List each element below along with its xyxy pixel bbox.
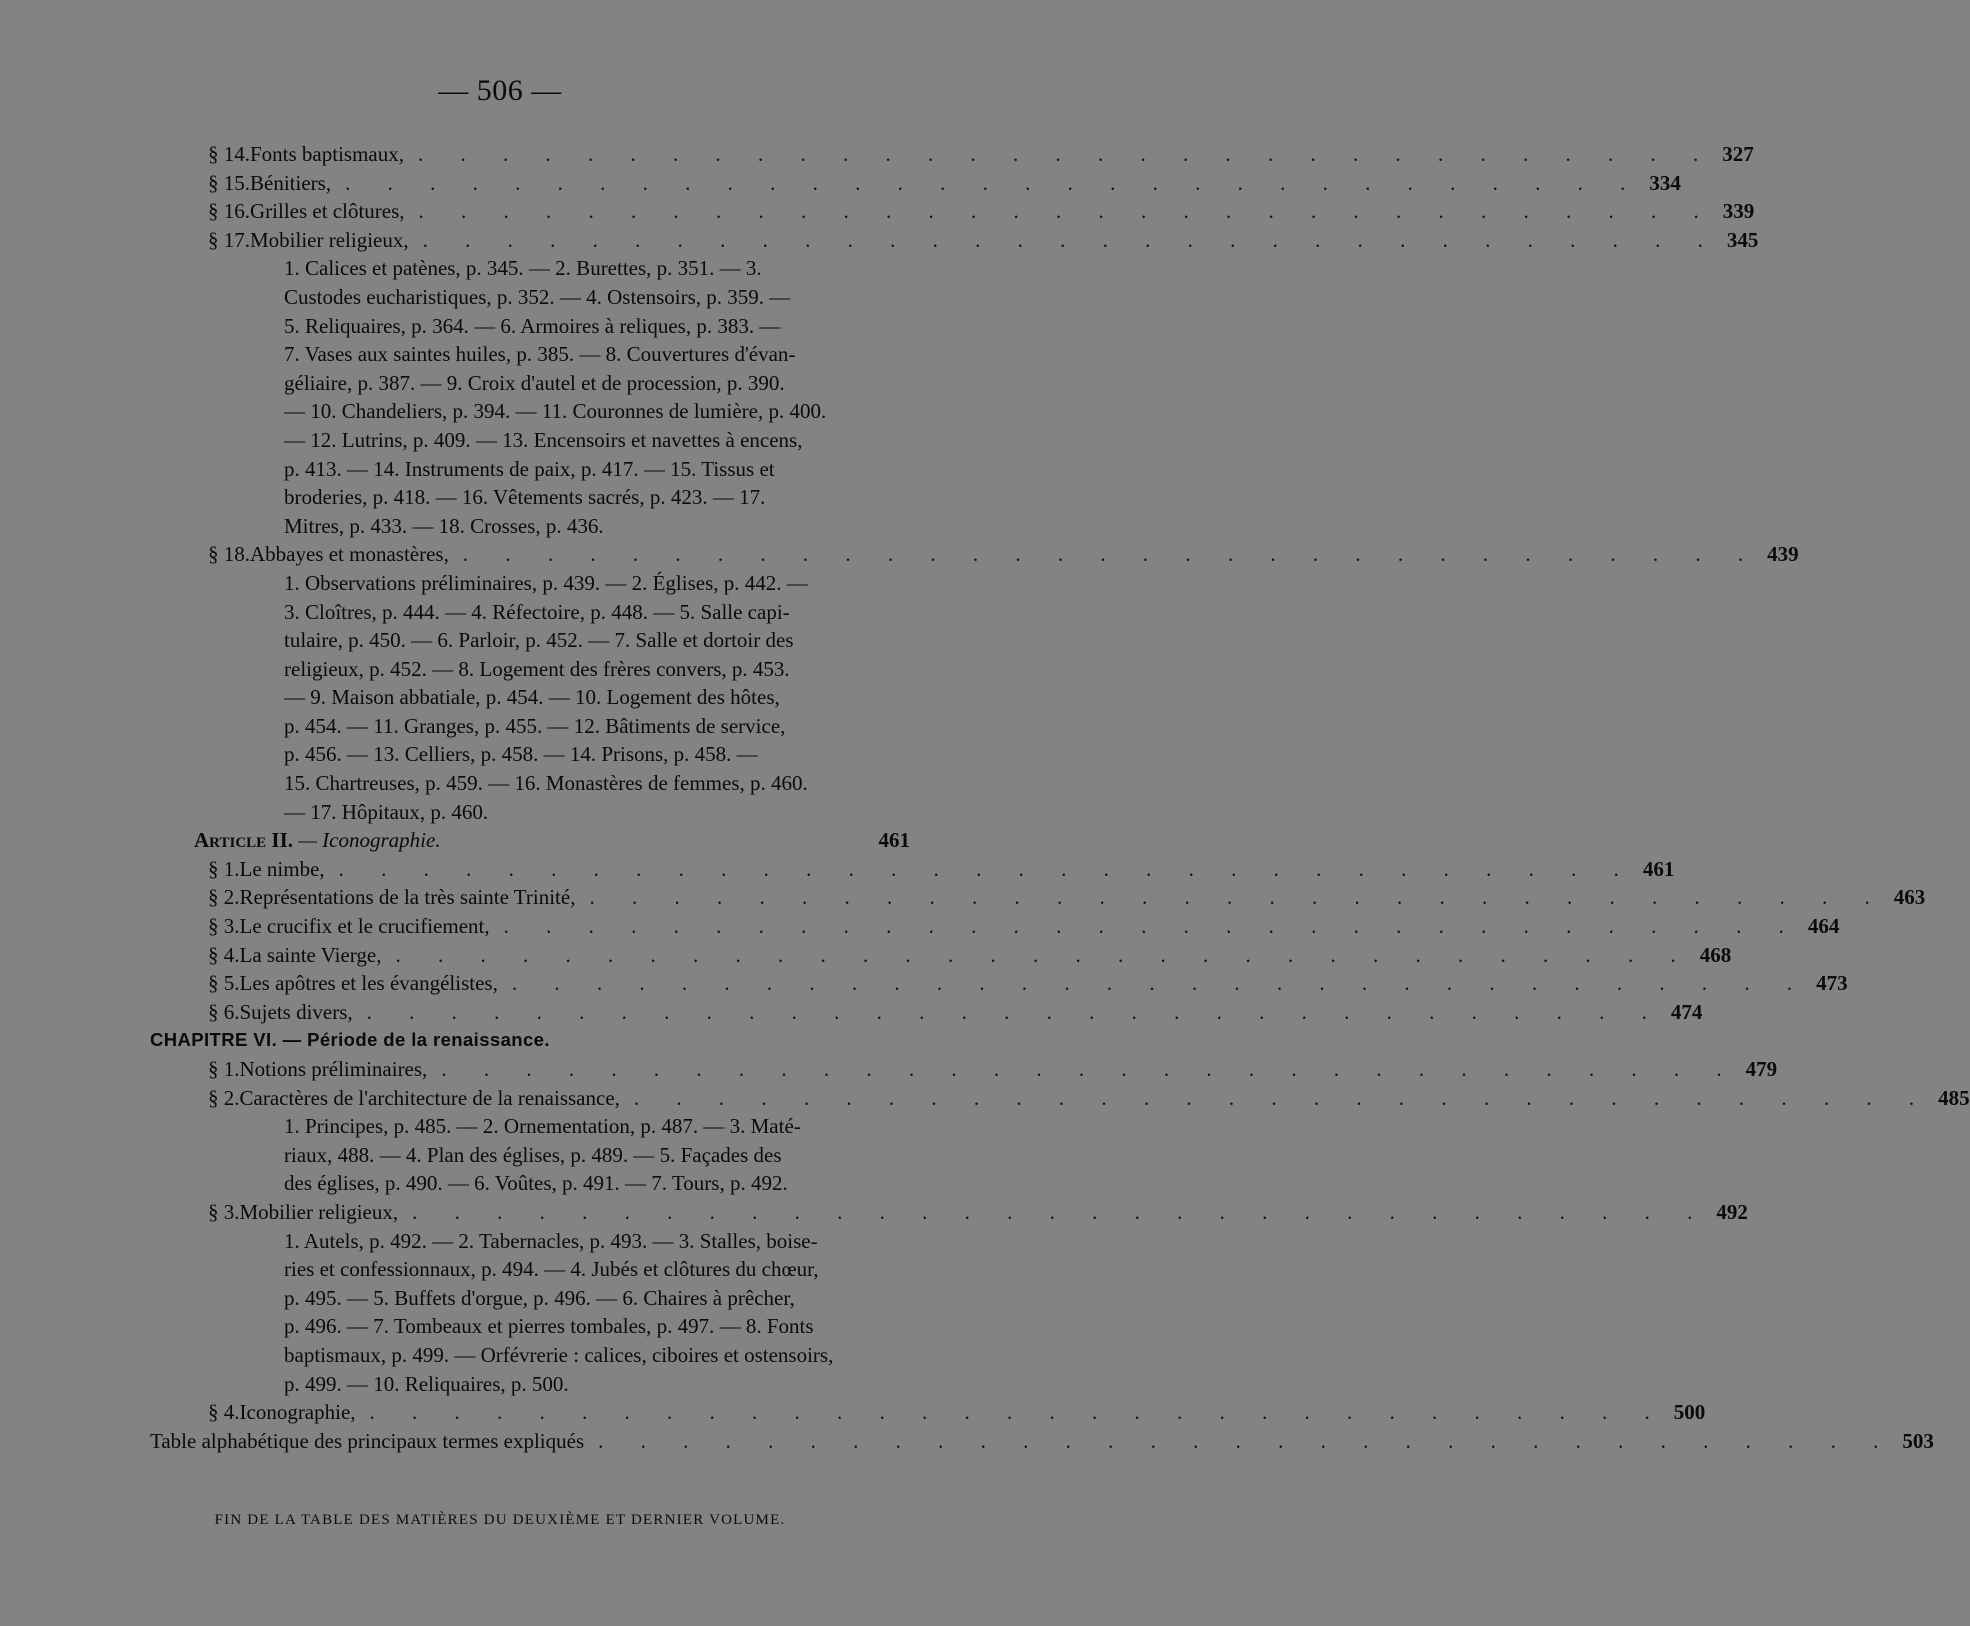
detail-line: Mitres, p. 433. — 18. Crosses, p. 436.: [284, 513, 604, 538]
toc-entry-ch-sec2: [150, 1084, 1970, 1113]
detail-line: — 10. Chandeliers, p. 394. — 11. Couronnes de lumière, p. 400.: [284, 399, 827, 424]
detail-line: 7. Vases aux saintes huiles, p. 385. — 8. Couvertures d'évan-: [284, 342, 796, 367]
entry-detail-sec18: [284, 569, 910, 826]
end-note: FIN DE LA TABLE DES MATIÈRES DU DEUXIÈME ET DERNIER VOLUME.: [214, 1512, 786, 1528]
page-number: — 506 —: [438, 74, 562, 107]
detail-line: p. 496. — 7. Tombeaux et pierres tombales, p. 497. — 8. Fonts: [284, 1314, 814, 1339]
detail-line: p. 454. — 11. Granges, p. 455. — 12. Bâtiments de service,: [284, 713, 786, 738]
dot-leader: . . . . . . . . . . . . . . . . . . . . . . . . . . . . . . .: [369, 1400, 1666, 1425]
detail-line: religieux, p. 452. — 8. Logement des frères convers, p. 453.: [284, 656, 790, 681]
dot-leader: . . . . . . . . . . . . . . . . . . . . . . . . . . . . . . .: [462, 542, 1760, 567]
entry-page: 485: [1938, 1085, 1970, 1110]
entry-page: 503: [1902, 1428, 1934, 1453]
entry-page: 439: [1767, 542, 1799, 567]
toc-entry-ch-sec1: [150, 1055, 1778, 1084]
dot-leader: . . . . . . . . . . . . . . . . . . . . . . . . . . . . . . .: [338, 856, 1635, 881]
toc-entry-art-sec5: [150, 969, 1848, 998]
entry-page: 461: [1642, 856, 1675, 881]
dot-leader: . . . . . . . . . . . . . . . . . . . . . . . . . . . . . . .: [503, 914, 1800, 939]
entry-page: 479: [1745, 1057, 1778, 1081]
entry-title: Grilles et clôtures,: [250, 199, 405, 224]
entry-title: Le crucifix et le crucifiement,: [239, 914, 490, 939]
toc-entry-article2: [150, 826, 910, 855]
entry-title: Mobilier religieux,: [250, 227, 409, 252]
detail-line: p. 495. — 5. Buffets d'orgue, p. 496. — 6. Chaires à prêcher,: [284, 1285, 795, 1310]
toc-entry-art-sec3: [150, 912, 1840, 941]
entry-title: Iconographie,: [239, 1400, 356, 1425]
detail-line: riaux, 488. — 4. Plan des églises, p. 489. — 5. Façades des: [284, 1142, 782, 1167]
dot-leader: . . . . . . . . . . . . . . . . . . . . . . . . . . . . . . .: [633, 1085, 1931, 1110]
detail-line: 1. Principes, p. 485. — 2. Ornementation, p. 487. — 3. Maté-: [284, 1114, 801, 1139]
section-number: § 17.: [208, 227, 250, 252]
detail-line: géliaire, p. 387. — 9. Croix d'autel et de procession, p. 390.: [284, 370, 785, 395]
entry-page: 474: [1670, 999, 1703, 1024]
chapter-title: CHAPITRE VI. — Période de la renaissance.: [150, 1029, 550, 1051]
detail-line: 3. Cloîtres, p. 444. — 4. Réfectoire, p. 448. — 5. Salle capi-: [284, 599, 790, 624]
section-number: § 1.: [208, 1057, 240, 1081]
detail-line: 1. Calices et patènes, p. 345. — 2. Burettes, p. 351. — 3.: [284, 256, 762, 281]
dot-leader: . . . . . . . . . . . . . . . . . . . . . . . . . . . . . . .: [422, 227, 1719, 252]
detail-line: 1. Autels, p. 492. — 2. Tabernacles, p. 493. — 3. Stalles, boise-: [284, 1228, 818, 1253]
entry-title: Notions préliminaires,: [239, 1057, 428, 1081]
entry-title: Fonts baptismaux,: [250, 142, 405, 166]
detail-line: ries et confessionnaux, p. 494. — 4. Jubés et clôtures du chœur,: [284, 1257, 819, 1282]
section-number: § 4.: [208, 1400, 240, 1425]
section-number: § 18.: [208, 542, 250, 567]
detail-line: baptismaux, p. 499. — Orfévrerie : calices, ciboires et ostensoirs,: [284, 1342, 834, 1367]
toc-entry-art-sec1: [150, 855, 1675, 884]
toc-entry-sec15: [150, 169, 1681, 198]
entry-page: 500: [1673, 1400, 1706, 1425]
dot-leader: . . . . . . . . . . . . . . . . . . . . . . . . . . . . . . .: [366, 999, 1663, 1024]
entry-page: 339: [1722, 199, 1755, 224]
dot-leader: . . . . . . . . . . . . . . . . . . . . . . . . . . . . . . .: [418, 199, 1715, 224]
entry-detail-sec17: [284, 254, 910, 540]
dot-leader: . . . . . . . . . . . . . . . . . . . . . . . . . . . . . . .: [598, 1428, 1895, 1453]
detail-line: 1. Observations préliminaires, p. 439. — 2. Églises, p. 442. —: [284, 570, 808, 595]
dot-leader: . . . . . . . . . . . . . . . . . . . . . . . . . . . . . . .: [441, 1057, 1738, 1081]
toc-chapter-heading: [150, 1026, 910, 1055]
detail-line: 15. Chartreuses, p. 459. — 16. Monastères de femmes, p. 460.: [284, 771, 808, 796]
toc-entry-sec17: [150, 226, 1759, 255]
toc-entry-art-sec4: [150, 941, 1732, 970]
entry-page: 492: [1716, 1199, 1748, 1224]
entry-title: Sujets divers,: [239, 999, 353, 1024]
table-of-contents: [150, 140, 1970, 1455]
detail-line: broderies, p. 418. — 16. Vêtements sacrés, p. 423. — 17.: [284, 485, 766, 510]
entry-title: Les apôtres et les évangélistes,: [239, 971, 498, 996]
section-number: § 6.: [208, 999, 240, 1024]
detail-line: — 17. Hôpitaux, p. 460.: [284, 799, 489, 824]
entry-page: 461: [878, 828, 910, 853]
dot-leader: . . . . . . . . . . . . . . . . . . . . . . . . . . . . . . .: [511, 971, 1809, 996]
section-number: § 14.: [208, 142, 250, 166]
entry-page: 468: [1699, 942, 1732, 967]
detail-line: Custodes eucharistiques, p. 352. — 4. Ostensoirs, p. 359. —: [284, 284, 791, 309]
toc-entry-sec14: [150, 140, 1754, 169]
toc-entry-ch-sec3: [150, 1198, 1748, 1227]
entry-detail-ch-sec3: [284, 1227, 910, 1399]
entry-title: Abbayes et monastères,: [250, 542, 449, 567]
entry-title: Le nimbe,: [239, 856, 325, 881]
dot-leader: . . . . . . . . . . . . . . . . . . . . . . . . . . . . . . .: [418, 142, 1715, 166]
entry-page: 464: [1807, 914, 1840, 939]
entry-page: 463: [1893, 885, 1926, 910]
dot-leader: . . . . . . . . . . . . . . . . . . . . . . . . . . . . . . .: [395, 942, 1692, 967]
dot-leader: . . . . . . . . . . . . . . . . . . . . . . . . . . . . . . .: [412, 1199, 1709, 1224]
entry-title: — Iconographie.: [298, 828, 441, 853]
detail-line: 5. Reliquaires, p. 364. — 6. Armoires à reliques, p. 383. —: [284, 313, 781, 338]
toc-entry-alphabetical-index: [150, 1427, 1934, 1456]
toc-entry-sec16: [150, 197, 1755, 226]
detail-line: des églises, p. 490. — 6. Voûtes, p. 491. — 7. Tours, p. 492.: [284, 1171, 788, 1196]
section-number: § 3.: [208, 1199, 240, 1224]
section-number: § 4.: [208, 942, 240, 967]
section-number: § 16.: [208, 199, 250, 224]
section-number: § 15.: [208, 170, 250, 195]
section-number: § 1.: [208, 856, 240, 881]
section-number: § 5.: [208, 971, 240, 996]
entry-detail-ch-sec2: [284, 1112, 910, 1198]
detail-line: p. 413. — 14. Instruments de paix, p. 417. — 15. Tissus et: [284, 456, 775, 481]
toc-entry-art-sec2: [150, 883, 1926, 912]
article-label: Article II.: [194, 828, 293, 853]
section-number: § 2.: [208, 885, 240, 910]
toc-entry-sec18: [150, 540, 1799, 569]
entry-page: 345: [1726, 227, 1759, 252]
toc-entry-ch-sec4: [150, 1398, 1706, 1427]
detail-line: p. 499. — 10. Reliquaires, p. 500.: [284, 1371, 569, 1396]
dot-leader: . . . . . . . . . . . . . . . . . . . . . . . . . . . . . . .: [345, 170, 1642, 195]
entry-page: 334: [1649, 170, 1681, 195]
detail-line: tulaire, p. 450. — 6. Parloir, p. 452. — 7. Salle et dortoir des: [284, 628, 794, 653]
entry-title: Mobilier religieux,: [239, 1199, 399, 1224]
entry-title: La sainte Vierge,: [239, 942, 382, 967]
section-number: § 2.: [208, 1085, 240, 1110]
entry-title: Caractères de l'architecture de la renaissance,: [239, 1085, 620, 1110]
toc-entry-art-sec6: [150, 998, 1703, 1027]
detail-line: — 12. Lutrins, p. 409. — 13. Encensoirs et navettes à encens,: [284, 427, 803, 452]
detail-line: p. 456. — 13. Celliers, p. 458. — 14. Prisons, p. 458. —: [284, 742, 758, 767]
section-number: § 3.: [208, 914, 240, 939]
dot-leader: . . . . . . . . . . . . . . . . . . . . . . . . . . . . . . .: [589, 885, 1886, 910]
entry-page: 473: [1816, 971, 1848, 996]
detail-line: — 9. Maison abbatiale, p. 454. — 10. Logement des hôtes,: [284, 685, 780, 710]
entry-title: Table alphabétique des principaux termes expliqués: [150, 1428, 585, 1453]
entry-page: 327: [1722, 142, 1754, 166]
entry-title: Bénitiers,: [250, 170, 332, 195]
entry-title: Représentations de la très sainte Trinité,: [239, 885, 576, 910]
